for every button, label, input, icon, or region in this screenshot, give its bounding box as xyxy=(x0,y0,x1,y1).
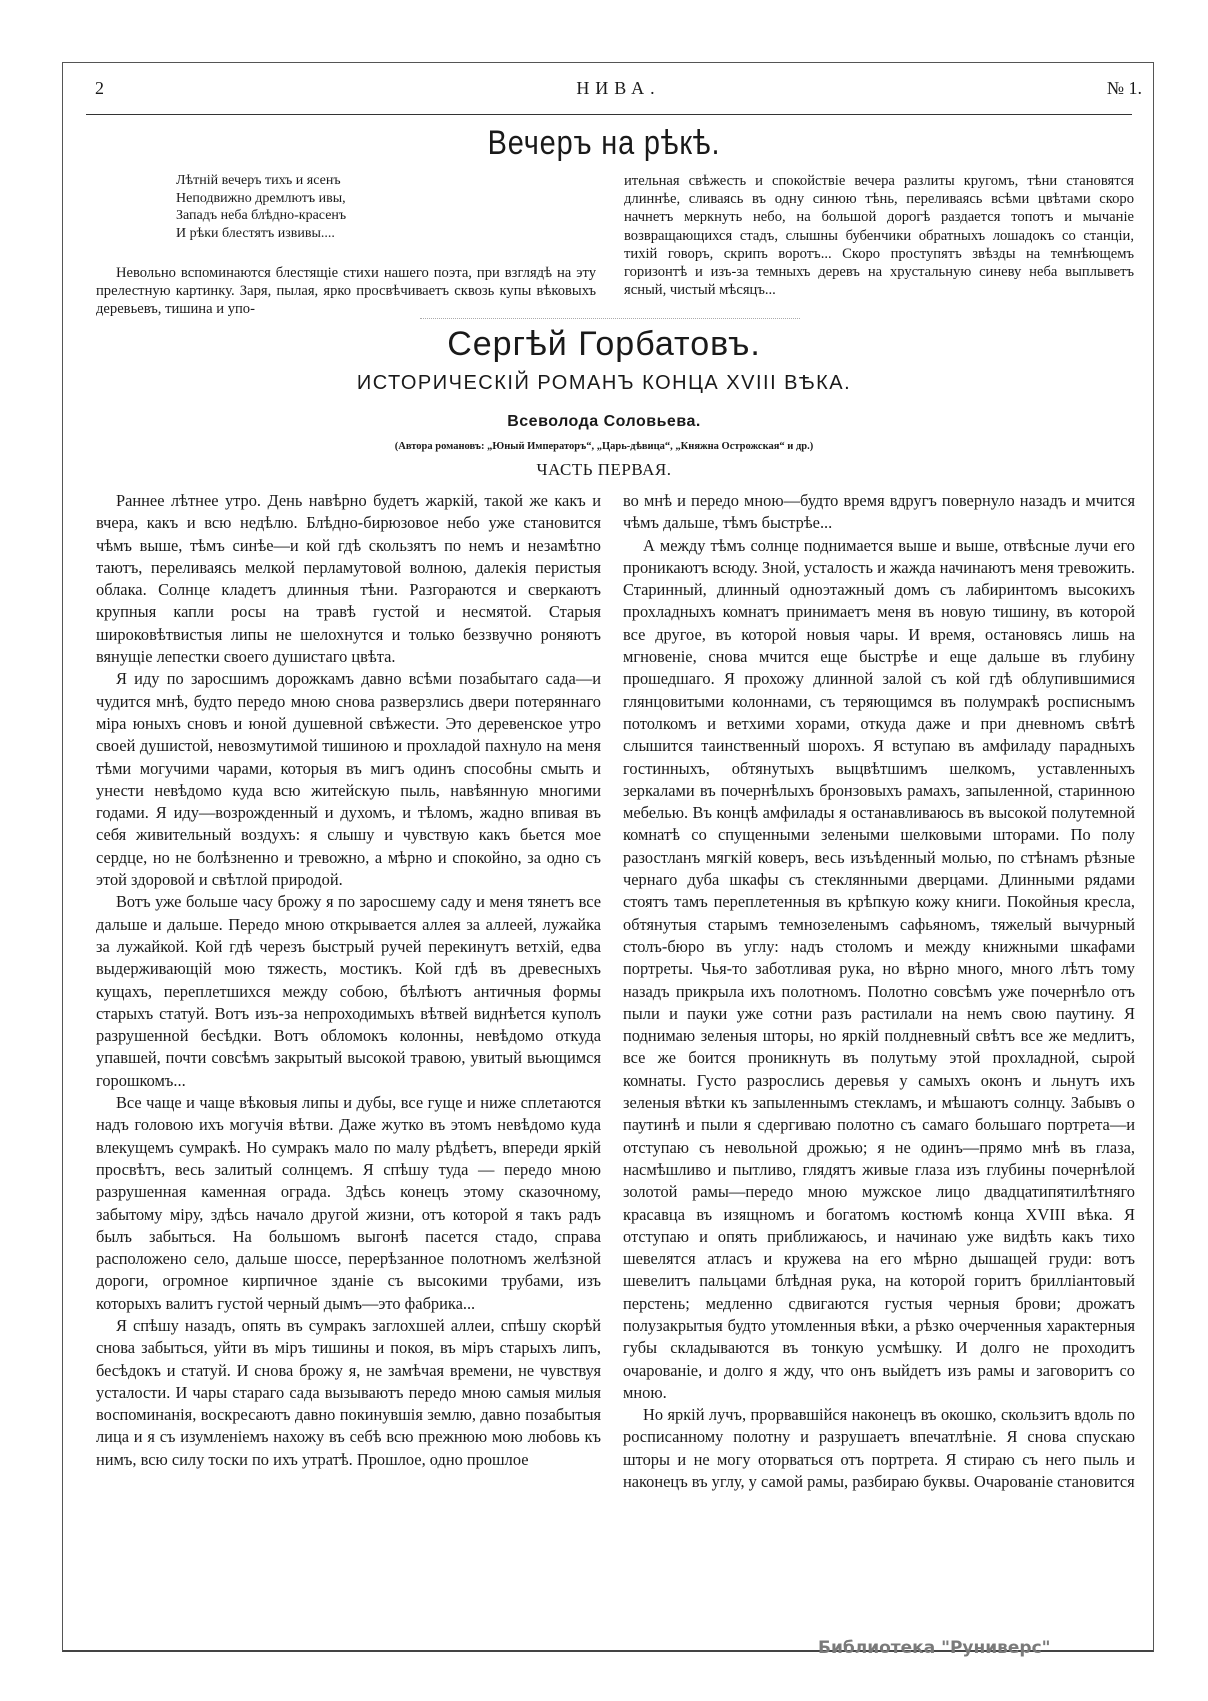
feuilleton-title: Вечеръ на рѣкѣ. xyxy=(487,124,721,162)
ornamental-divider xyxy=(420,318,800,323)
body-column-right xyxy=(623,490,1135,1493)
paragraph: Но яркій лучъ, прорвавшійся наконецъ въ окошко, скользитъ вдоль по росписанному полотну и разрушаетъ впечатлѣніе. Я снова спускаю шторы и не могу оторваться отъ портрета. Я стираю съ него пыль и наконецъ въ углу, у самой рамы, разбираю буквы. Очарованіе становится xyxy=(623,1405,1135,1492)
issue-number: № 1. xyxy=(1106,78,1142,98)
paragraph: Я спѣшу назадъ, опять въ сумракъ заглохшей аллеи, спѣшу скорѣй снова забыться, уйти въ міръ тишины и покоя, въ міръ старыхъ липъ, бесѣдокъ и статуй. И снова брожу я, не замѣчая времени, не чувствуя усталости. И чары стараго сада вызываютъ передо мною самыя милыя воспоминанія, воскресаютъ давно покинувшія землю, давно позабытыя лица и я съ изумленіемъ нахожу въ себѣ всю прежнюю мою любовь къ нимъ, всю силу тоски по ихъ утратѣ. Прошлое, одно прошлое xyxy=(96,1315,601,1469)
feuilleton-prose-left: Невольно вспоминаются блестящіе стихи нашего поэта, при взглядѣ на эту прелестную картинку. Заря, пылая, ярко просвѣчиваетъ сквозь купы вѣковыхъ деревьевъ, тишина и упо- xyxy=(96,265,596,317)
magazine-title: НИВА. xyxy=(576,78,661,98)
feuilleton-right xyxy=(624,172,1134,299)
poem-line: Западъ неба блѣдно-красенъ xyxy=(176,208,347,223)
paragraph: Раннее лѣтнее утро. День навѣрно будетъ жаркій, такой же какъ и вчера, какъ и всю недѣлю. Блѣдно-бирюзовое небо уже становится чѣмъ выше, тѣмъ синѣе—и кой гдѣ скользятъ по немъ и незамѣтно таютъ, переливаясь мелкой перламутовой волною, далекія перистыя облака. Солнце кладетъ длинныя тѣни. Разгораются и сверкаютъ крупныя капли росы на травѣ густой и несмятой. Старыя широковѣтвистыя липы не шелохнутся и только беззвучно роняютъ вянущіе лепестки своего душистаго цвѣта. xyxy=(96,491,601,667)
running-header xyxy=(95,78,1142,106)
poem xyxy=(176,172,596,242)
feuilleton-prose-right: ительная свѣжесть и спокойствіе вечера разлиты кругомъ, тѣни становятся длиннѣе, сливаясь въ одну синюю тѣнь, переливаясь всѣми цвѣтами скоро начнетъ меркнуть небо, на большой дорогѣ раздается топотъ и мычаніе возвращающихся стадъ, слышны бубенчики обратныхъ лошадокъ со станціи, тихій говоръ, скрипъ воротъ... Скоро проступятъ звѣзды на темнѣющемъ горизонтѣ и изъ-за темныхъ деревъ на хрустальную синеву неба выплыветъ ясный, чистый мѣсяцъ... xyxy=(624,173,1134,299)
header-rule xyxy=(86,114,1132,115)
author-other-works: (Автора романовъ: „Юный Императоръ“, „Царь-дѣвица“, „Княжна Острожская“ и др.) xyxy=(394,441,814,452)
page-number: 2 xyxy=(95,78,104,98)
poem-line: И рѣки блестятъ извивы.... xyxy=(176,225,335,241)
novel-subtitle: ИСТОРИЧЕСКІЙ РОМАНЪ КОНЦА XVIII ВѢКА. xyxy=(356,372,852,394)
paragraph: Я иду по заросшимъ дорожкамъ давно всѣми позабытаго сада—и чудится мнѣ, будто передо мною снова разверзлись двери потеряннаго міра юныхъ сновъ и юной душевной свѣжести. Это деревенское утро своей душистой, невозмутимой тишиною и прохладой пахнуло на меня тѣми могучими чарами, которыя въ мигъ одинъ способны смыть и унести невѣдомо куда всю житейскую пыль, навѣянную многими годами. Я иду—возрожденный и духомъ, и тѣломъ, жадно впивая въ себя живительный воздухъ: я слышу и чувствую какъ бьется мое сердце, но не болѣзненно и тревожно, а мѣрно и спокойно, за одно съ этой здоровой и свѣтлой природой. xyxy=(96,669,601,890)
poem-line: Лѣтній вечеръ тихъ и ясенъ xyxy=(176,173,341,188)
poem-line: Неподвижно дремлютъ ивы, xyxy=(176,190,346,206)
paragraph: А между тѣмъ солнце поднимается выше и выше, отвѣсные лучи его проникаютъ всюду. Зной, усталость и жажда начинаютъ меня тревожить. Старинный, длинный одноэтажный домъ съ лабиринтомъ высокихъ прохладныхъ комнатъ принимаетъ меня въ новую тишину, въ которой все другое, въ которой новыя чары. И время, остановясь лишь на мгновеніе, снова мчится еще быстрѣе и еще дальше въ глубину прошедшаго. Я прохожу длинной залой съ кой гдѣ облупившимися глянцовитыми колоннами, съ теряющимся въ полумракѣ росписнымъ потолкомъ и ветхими хорами, откуда даже и при дневномъ свѣтѣ слышится таинственный шорохъ. Я вступаю въ амфиладу парадныхъ гостинныхъ, обтянутыхъ выцвѣтшимъ шелкомъ, уставленныхъ зеркалами въ почернѣлыхъ бронзовыхъ рамахъ, запыленной, старинною мебелью. Въ концѣ амфилады я останавливаюсь въ высокой полутемной комнатѣ со спущенными зелеными шелковыми шторами. По полу разостланъ мягкій коверъ, весь изъѣденный молью, по стѣнамъ рѣзные чернаго дуба шкафы съ стеклянными дверцами. Длинными рядами стоятъ тамъ переплетенныя въ крѣпкую кожу книги. Покойныя кресла, обтянутыя старымъ темнозеленымъ сафьяномъ, тяжелый вычурный столъ-бюро въ углу: надъ столомъ и между книжными шкафами портреты. Чья-то заботливая рука, но вѣрно много, много лѣтъ тому назадъ прикрыла ихъ полотномъ. Полотно совсѣмъ уже почернѣло отъ пыли и пауки уже сотни разъ растилали на немъ свою паутину. Я поднимаю зеленыя шторы, но яркій полдневный свѣтъ все же медлитъ, все же боится проникнуть въ полутьму этой прохладной, сырой комнаты. Густо разрослись деревья у самыхъ оконъ и льнутъ ихъ зеленыя вѣтки къ запыленнымъ стекламъ, и мѣшаютъ солнцу. Забывъ о паутинѣ и пыли я сдергиваю полотно съ самаго большаго портрета—и отступаю съ невольной дрожью; я не одинъ—прямо мнѣ въ глаза, насмѣшливо и пытливо, глядятъ живые глаза изъ глубины почернѣлой золотой рамы—передо мною мужское лицо двадцатипятилѣтняго красавца въ изящномъ и богатомъ костюмѣ конца XVIII вѣка. Я отступаю и опять приближаюсь, и начинаю уже видѣть какъ тихо шевелятся атласъ и кружева на его мѣрно дышащей груди: вотъ шевелитъ пальцами блѣдная рука, на которой горитъ брилліантовый перстень; медленно сдвигаются густыя черныя брови; дрожатъ полузакрытыя будто утомленныя вѣки, а рѣзко очерченныя характерныя губы складываются въ тонкую усмѣшку. И долго не проходитъ очарованіе, и долго я жду, что онъ выйдетъ изъ рамы и заговоритъ со мною. xyxy=(623,535,1135,1402)
feuilleton-left xyxy=(96,172,596,318)
body-column-left xyxy=(96,490,601,1471)
paragraph: Все чаще и чаще вѣковыя липы и дубы, все гуще и ниже сплетаются надъ головою ихъ могучія вѣтви. Даже жутко въ этомъ невѣдомо куда влекущемъ сумракѣ. Но сумракъ мало по малу рѣдѣетъ, впереди яркій просвѣтъ, весь залитый солнцемъ. Я спѣшу туда — передо мною разрушенная каменная ограда. Здѣсь конецъ этому сказочному, забытому міру, здѣсь начало другой жизни, отъ которой я такъ радъ былъ забыться. На большомъ выгонѣ пасется стадо, справа расположено село, дальше шоссе, перерѣзанное полотномъ желѣзной дороги, огромное кирпичное зданіе съ высокими трубами, изъ которыхъ валитъ густой черный дымъ—это фабрика... xyxy=(96,1093,601,1313)
novel-title: Сергѣй Горбатовъ. xyxy=(447,325,761,363)
paragraph: Вотъ уже больше часу брожу я по заросшему саду и меня тянетъ все дальше и дальше. Передо мною открывается аллея за аллеей, лужайка за лужайкой. Кой гдѣ черезъ быстрый ручей перекинутъ ветхій, едва выдерживающій мою тяжесть, мостикъ. Кой гдѣ въ древесныхъ кущахъ, переплетшихся между собою, бѣлѣютъ античныя формы старыхъ статуй. Вотъ изъ-за непроходимыхъ вѣтвей виднѣется куполъ разрушенной бесѣдки. Вотъ обломокъ колонны, невѣдомо откуда упавшей, почти совсѣмъ закрытый высокой травою, увитый вьющимся горошкомъ... xyxy=(96,892,601,1090)
paragraph: во мнѣ и передо мною—будто время вдругъ повернуло назадъ и мчится чѣмъ дальше, тѣмъ быстрѣе... xyxy=(623,491,1135,533)
part-heading: ЧАСТЬ ПЕРВАЯ. xyxy=(536,460,672,479)
library-watermark: Библиотека "Руниверс" xyxy=(818,1638,1051,1658)
novel-author: Всеволода Соловьева. xyxy=(507,413,701,430)
